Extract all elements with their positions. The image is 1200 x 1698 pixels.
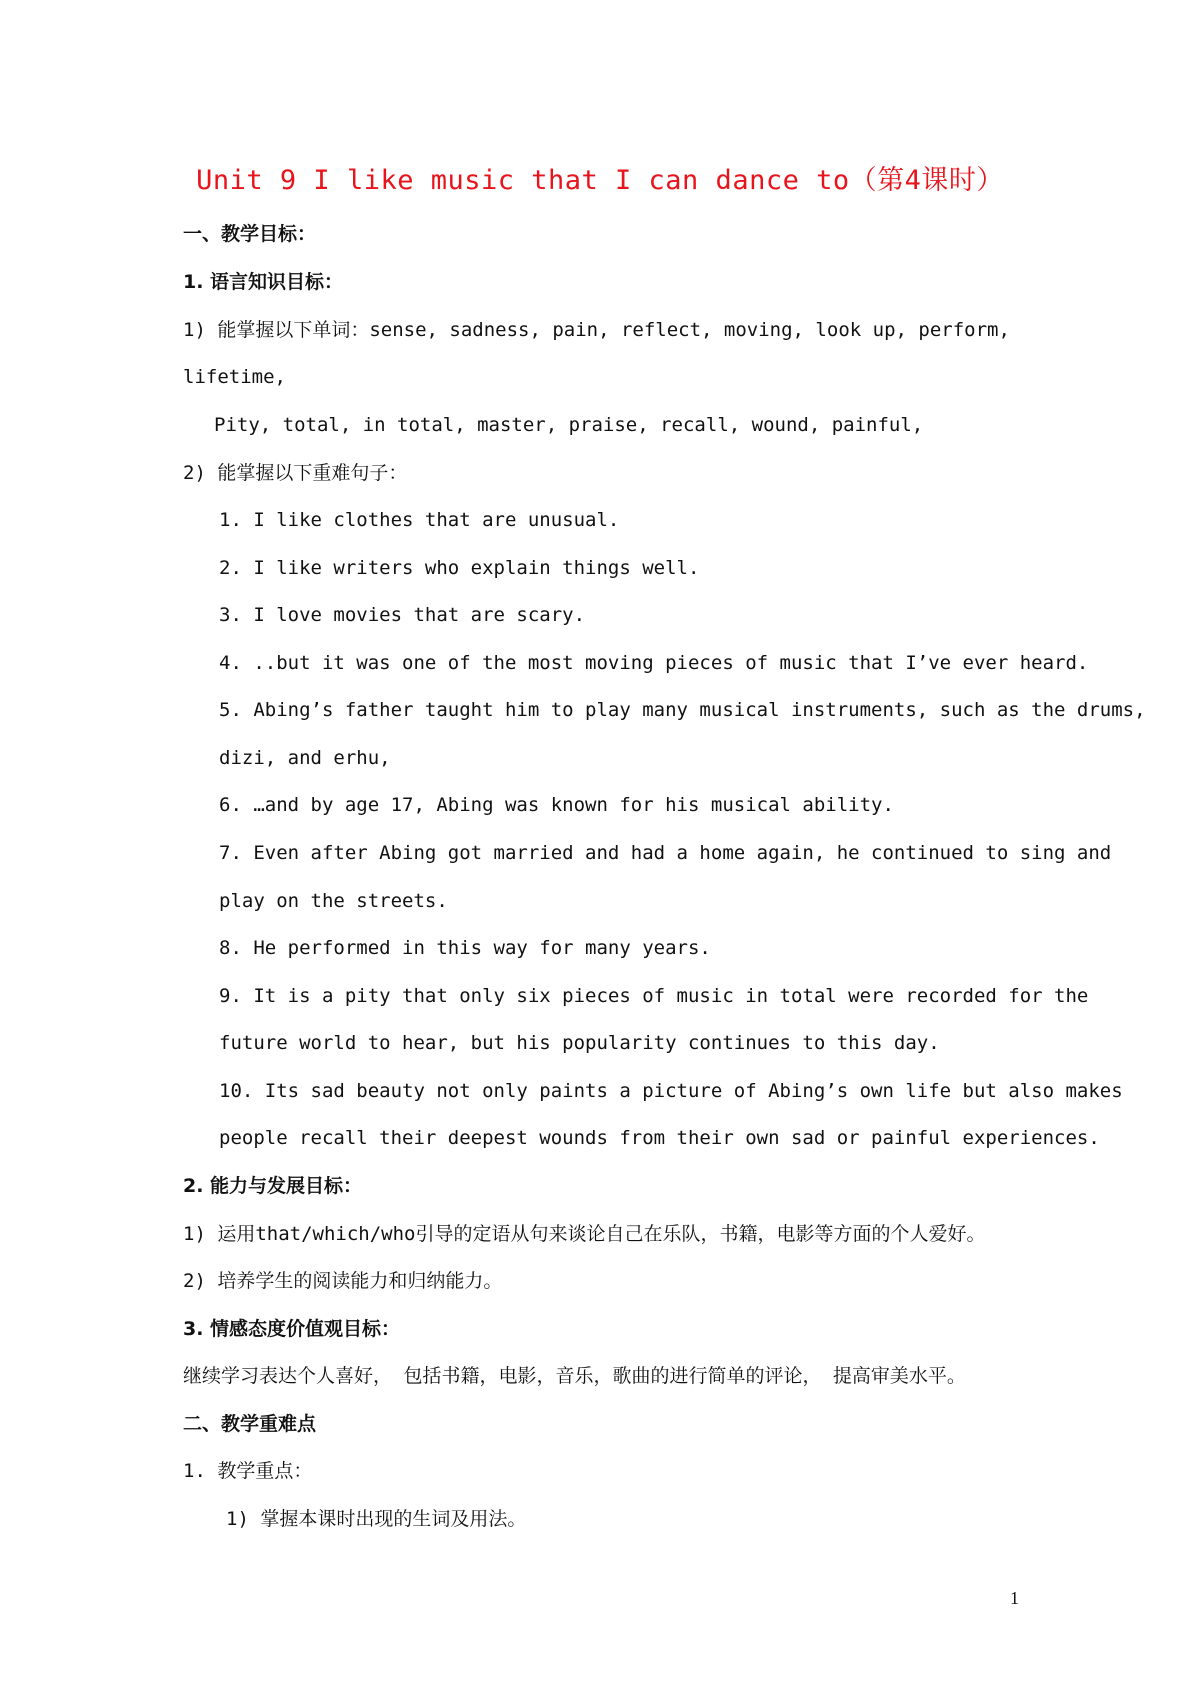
sentence-5: 5. Abing’s father taught him to play many musical instruments, such as the drums, [219,699,1146,721]
sentence-5-continued: dizi, and erhu, [219,747,391,769]
sentence-9-continued: future world to hear, but his popularity continues to this day. [219,1032,940,1054]
section-heading-key-points: 二、教学重难点 [183,1413,317,1435]
ability-goal-1: 1) 运用that/which/who引导的定语从句来谈论自己在乐队，书籍，电影等方面的个人爱好。 [183,1223,986,1245]
vocabulary-line-2: lifetime, [183,366,286,388]
sentence-10-continued: people recall their deepest wounds from their own sad or painful experiences. [219,1127,1100,1149]
sentence-3: 3. I love movies that are scary. [219,604,586,626]
sentence-7: 7. Even after Abing got married and had a home again, he continued to sing and [219,842,1112,864]
sentence-4: 4. ..but it was one of the most moving pieces of music that I’ve ever heard. [219,652,1089,674]
sentence-10: 10. Its sad beauty not only paints a picture of Abing’s own life but also makes [219,1080,1123,1102]
sentence-2: 2. I like writers who explain things well. [219,557,700,579]
page-number: 1 [1010,1588,1019,1608]
document-title: Unit 9 I like music that I can dance to（第4课时） [196,165,1004,196]
vocabulary-line-1: 1) 能掌握以下单词：sense, sadness, pain, reflect, moving, look up, perform, [183,319,1010,341]
sentence-6: 6. …and by age 17, Abing was known for his musical ability. [219,794,894,816]
ability-goal-2: 2) 培养学生的阅读能力和归纳能力。 [183,1270,503,1292]
subheading-values-goals: 3. 情感态度价值观目标： [183,1318,401,1340]
sentence-1: 1. I like clothes that are unusual. [219,509,620,531]
subheading-ability-goals: 2. 能力与发展目标： [183,1175,363,1197]
section-heading-teaching-goals: 一、教学目标： [183,223,317,245]
values-goal-text: 继续学习表达个人喜好， 包括书籍，电影，音乐，歌曲的进行简单的评论， 提高审美水平。 [183,1365,966,1387]
sentence-7-continued: play on the streets. [219,890,448,912]
key-sentences-heading: 2) 能掌握以下重难句子： [183,462,408,484]
vocabulary-line-3: Pity, total, in total, master, praise, recall, wound, painful, [214,414,924,436]
sentence-8: 8. He performed in this way for many years. [219,937,711,959]
subheading-language-goals: 1. 语言知识目标： [183,271,344,293]
sentence-9: 9. It is a pity that only six pieces of music in total were recorded for the [219,985,1089,1007]
teaching-focus-item-1: 1) 掌握本课时出现的生词及用法。 [226,1508,527,1530]
teaching-focus-heading: 1. 教学重点： [183,1460,313,1482]
